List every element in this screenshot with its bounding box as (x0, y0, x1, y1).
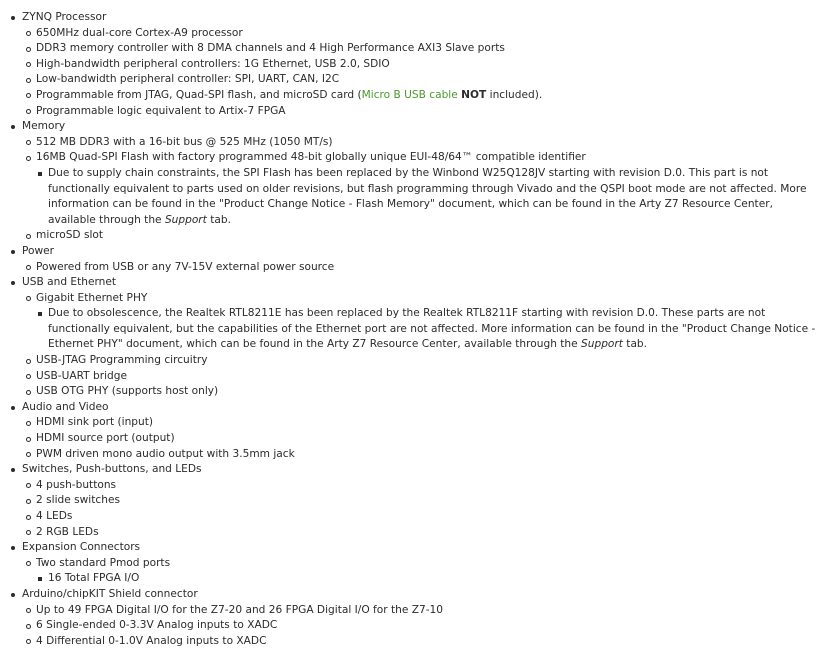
note-list (37, 571, 821, 587)
list-item: 4 Differential 0-1.0V Analog inputs to XADC (25, 634, 821, 649)
list-item: USB OTG PHY (supports host only) (25, 384, 821, 400)
item-text: 16MB Quad-SPI Flash with factory programmed 48-bit globally unique EUI-48/64™ compatible identifier (36, 151, 586, 164)
sublist (25, 415, 821, 462)
section-switches-buttons-leds (8, 462, 821, 540)
section-title: Expansion Connectors (22, 541, 141, 554)
list-item: DDR3 memory controller with 8 DMA channels and 4 High Performance AXI3 Slave ports (25, 41, 821, 57)
list-item: HDMI source port (output) (25, 431, 821, 447)
item-text: Gigabit Ethernet PHY (36, 291, 148, 304)
list-item: 650MHz dual-core Cortex-A9 processor (25, 26, 821, 42)
sublist (25, 603, 821, 649)
section-usb-and-ethernet (8, 275, 821, 400)
note-list (37, 166, 821, 228)
list-item: PWM driven mono audio output with 3.5mm jack (25, 447, 821, 463)
feature-list (8, 10, 821, 649)
section-title: Memory (22, 120, 66, 133)
section-title: Power (22, 244, 55, 257)
section-title: Arduino/chipKIT Shield connector (22, 587, 198, 600)
list-item: 2 slide switches (25, 493, 821, 509)
list-item: 4 LEDs (25, 509, 821, 525)
list-item: High-bandwidth peripheral controllers: 1G Ethernet, USB 2.0, SDIO (25, 57, 821, 73)
list-item: 6 Single-ended 0-3.3V Analog inputs to XADC (25, 618, 821, 634)
list-item-gigabit-ethernet (25, 291, 821, 353)
support-emphasis: Support (164, 213, 207, 226)
section-memory (8, 119, 821, 244)
section-power (8, 244, 821, 275)
note-text-end: tab. (622, 338, 648, 351)
section-title: Audio and Video (22, 400, 109, 413)
item-text: Two standard Pmod ports (36, 556, 171, 569)
section-zynq-processor (8, 10, 821, 119)
list-item: USB-JTAG Programming circuitry (25, 353, 821, 369)
item-text-suffix: included). (486, 88, 543, 101)
list-item: Low-bandwidth peripheral controller: SPI, UART, CAN, I2C (25, 72, 821, 88)
sublist (25, 260, 821, 276)
flash-change-note (37, 166, 821, 228)
list-item: Powered from USB or any 7V-15V external power source (25, 260, 821, 276)
note-text-end: tab. (206, 213, 231, 226)
list-item-programmable (25, 88, 821, 104)
list-item: microSD slot (25, 228, 821, 244)
list-item-quad-spi-flash (25, 150, 821, 228)
section-title: Switches, Push-buttons, and LEDs (22, 463, 202, 476)
list-item: HDMI sink port (input) (25, 415, 821, 431)
phy-change-note (37, 306, 821, 353)
sublist (25, 291, 821, 400)
note-text: Due to supply chain constraints, the SPI Flash has been replaced by the Winbond W25Q128JV starting with revision D.0. This part is not functionally equivalent to parts used on older revisions, but flash programming through Vivado and the QSPI boot mode are not affected. More information can be found in the "Product Change Notice - Flash Memory" document, which can be found in the Arty Z7 Resource Center, available through the (48, 166, 807, 226)
section-audio-and-video (8, 400, 821, 462)
list-item: Up to 49 FPGA Digital I/O for the Z7-20 and 26 FPGA Digital I/O for the Z7-10 (25, 603, 821, 619)
section-expansion-connectors (8, 540, 821, 587)
sublist (25, 135, 821, 244)
pmod-io-note: 16 Total FPGA I/O (37, 571, 821, 587)
sublist (25, 556, 821, 587)
not-emphasis: NOT (461, 88, 487, 101)
list-item: 4 push-buttons (25, 478, 821, 494)
sublist (25, 26, 821, 120)
list-item: Programmable logic equivalent to Artix-7 FPGA (25, 104, 821, 120)
list-item: USB-UART bridge (25, 369, 821, 385)
section-title: ZYNQ Processor (22, 11, 107, 23)
note-text: Due to obsolescence, the Realtek RTL8211E has been replaced by the Realtek RTL8211F starting with revision D.0. These parts are not functionally equivalent, but the capabilities of the Ethernet port are not affected. More information can be found in the "Product Change Notice - Ethernet PHY" document, which can be found in the Arty Z7 Resource Center, available through the (48, 307, 816, 351)
note-list (37, 306, 821, 353)
micro-b-usb-cable-link[interactable]: Micro B USB cable (361, 88, 458, 101)
list-item-pmod-ports (25, 556, 821, 587)
item-text-prefix: Programmable from JTAG, Quad-SPI flash, and microSD card ( (36, 88, 362, 101)
section-title: USB and Ethernet (22, 276, 117, 289)
sublist (25, 478, 821, 540)
list-item: 2 RGB LEDs (25, 525, 821, 541)
support-emphasis: Support (581, 338, 623, 351)
list-item: 512 MB DDR3 with a 16-bit bus @ 525 MHz (1050 MT/s) (25, 135, 821, 151)
